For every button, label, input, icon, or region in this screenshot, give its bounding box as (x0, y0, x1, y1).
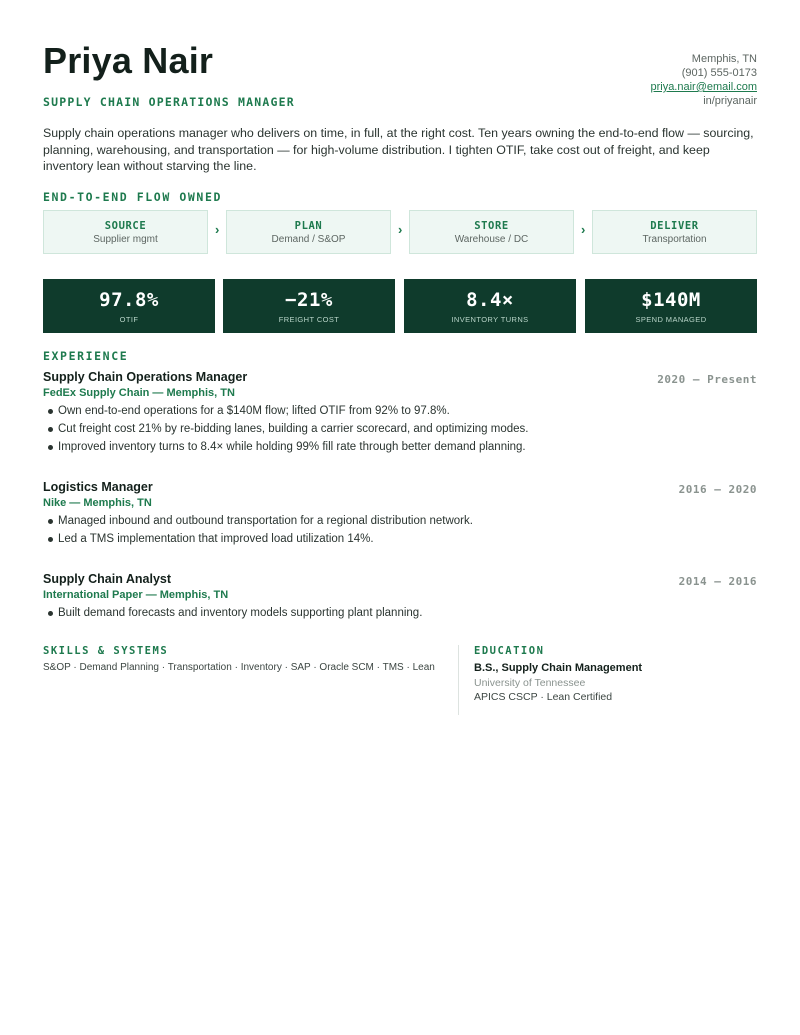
job-title: Supply Chain Analyst (43, 572, 172, 586)
contact-block (650, 52, 757, 108)
job-entry (43, 370, 757, 456)
contact-linkedin: in/priyanair (703, 95, 757, 107)
metric-freight-cost (223, 279, 395, 333)
chevron-right-icon: › (215, 222, 220, 237)
job-dates: 2020 — Present (657, 373, 757, 386)
metric-label: FREIGHT COST (278, 315, 340, 324)
flow-diagram (43, 210, 757, 254)
job-bullet: Managed inbound and outbound transportation for a regional distribution network. (43, 512, 757, 530)
job-bullet: Cut freight cost 21% by re-bidding lanes, building a carrier scorecard, and optimizing modes. (43, 420, 757, 438)
job-dates: 2016 — 2020 (678, 483, 757, 496)
flow-heading: END-TO-END FLOW OWNED (43, 190, 222, 204)
metric-inventory-turns (404, 279, 576, 333)
education-school: University of Tennessee (474, 677, 586, 689)
metric-otif (43, 279, 215, 333)
job-entry (43, 480, 757, 548)
job-company: Nike — Memphis, TN (43, 497, 152, 509)
job-bullets (43, 512, 757, 548)
job-company: International Paper — Memphis, TN (43, 589, 229, 601)
candidate-title: SUPPLY CHAIN OPERATIONS MANAGER (43, 95, 295, 109)
flow-step-sub: Transportation (642, 234, 707, 245)
job-bullet: Built demand forecasts and inventory models supporting plant planning. (43, 604, 757, 622)
job-bullets (43, 402, 757, 456)
metric-value: 97.8% (99, 289, 159, 311)
flow-step-sub: Demand / S&OP (271, 234, 346, 245)
education-block (474, 645, 757, 703)
skills-list: S&OP · Demand Planning · Transportation · Inventory · SAP · Oracle SCM · TMS · Lean (43, 662, 435, 673)
job-entry (43, 572, 757, 622)
job-title: Supply Chain Operations Manager (43, 370, 248, 384)
metric-value: −21% (285, 289, 333, 311)
skills-heading: SKILLS & SYSTEMS (43, 645, 169, 657)
job-company: FedEx Supply Chain — Memphis, TN (43, 387, 235, 399)
metric-spend-managed (585, 279, 757, 333)
metric-label: INVENTORY TURNS (451, 315, 529, 324)
flow-step-plan (226, 210, 391, 254)
candidate-name: Priya Nair (43, 40, 214, 81)
skills-block (43, 645, 453, 673)
flow-step-label: DELIVER (650, 220, 699, 232)
education-degree: B.S., Supply Chain Management (474, 662, 643, 674)
metric-value: 8.4× (466, 289, 514, 311)
resume-header (43, 0, 757, 118)
metric-value: $140M (641, 289, 701, 311)
education-heading: EDUCATION (474, 645, 545, 657)
flow-step-label: SOURCE (104, 220, 147, 232)
bottom-section (43, 645, 757, 715)
experience-heading: EXPERIENCE (43, 349, 129, 363)
summary-paragraph: Supply chain operations manager who delivers on time, in full, at the right cost. Ten years owning the end-to-end flow — sourcing, planning, warehousing, and transportation — for high-volume distribution. I tighten OTIF, take cost out of freight, and keep inventory lean without starving the line. (43, 126, 754, 173)
flow-step-store (409, 210, 574, 254)
job-bullet: Improved inventory turns to 8.4× while holding 99% fill rate through better demand planning. (43, 438, 757, 456)
job-bullet: Own end-to-end operations for a $140M flow; lifted OTIF from 92% to 97.8%. (43, 402, 757, 420)
contact-location: Memphis, TN (691, 53, 757, 65)
metric-label: OTIF (119, 315, 139, 324)
flow-step-sub: Warehouse / DC (454, 234, 529, 245)
contact-phone: (901) 555-0173 (681, 67, 757, 79)
chevron-right-icon: › (398, 222, 403, 237)
job-bullet: Led a TMS implementation that improved load utilization 14%. (43, 530, 757, 548)
metrics-row (43, 279, 757, 333)
flow-step-deliver (592, 210, 757, 254)
chevron-right-icon: › (581, 222, 586, 237)
resume-page (43, 0, 757, 703)
metric-label: SPEND MANAGED (635, 315, 707, 324)
column-divider (458, 645, 459, 715)
flow-step-label: STORE (474, 220, 509, 232)
job-bullets (43, 604, 757, 622)
contact-email-link[interactable]: priya.nair@email.com (650, 81, 757, 93)
flow-step-label: PLAN (294, 220, 323, 232)
flow-step-sub: Supplier mgmt (93, 234, 158, 245)
job-title: Logistics Manager (43, 480, 153, 494)
job-dates: 2014 — 2016 (678, 575, 757, 588)
flow-step-source (43, 210, 208, 254)
education-certifications: APICS CSCP · Lean Certified (474, 691, 613, 703)
